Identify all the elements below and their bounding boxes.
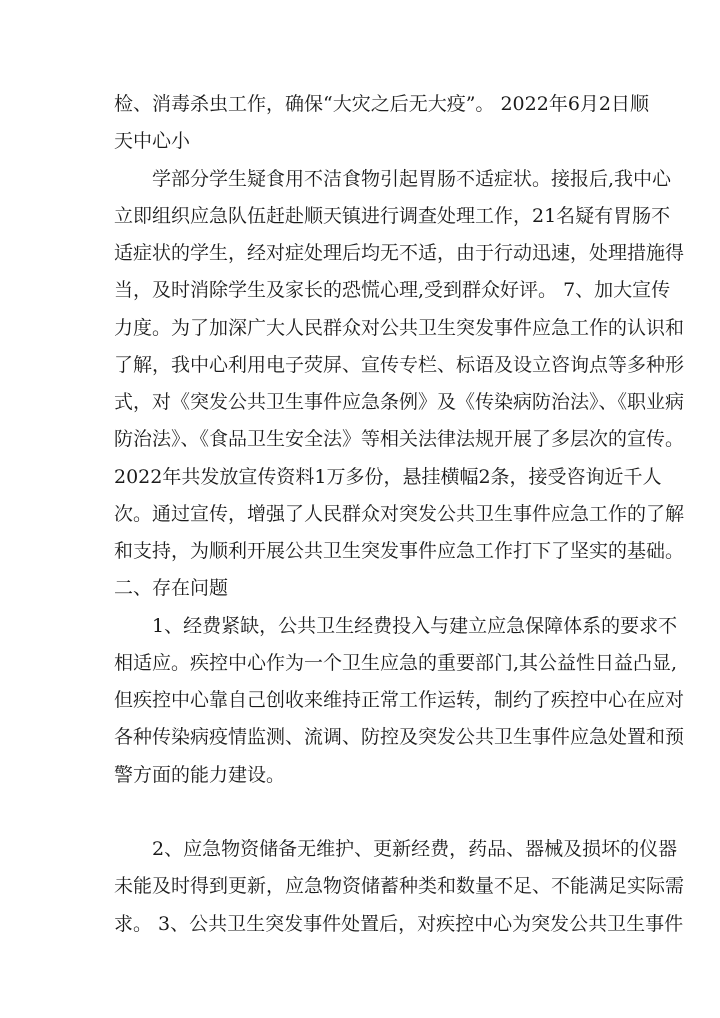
text-line: 但疾控中心靠自己创收来维持正常工作运转，制约了疾控中心在应对 bbox=[114, 689, 685, 711]
text-line: 防治法》、《食品卫生安全法》等相关法律法规开展了多层次的宣传。 bbox=[114, 428, 685, 451]
text-line: 适症状的学生，经对症处理后均无不适，由于行动迅速，处理措施得 bbox=[114, 242, 685, 264]
text-line: 相适应。疾控中心作为一个卫生应急的重要部门,其公益性日益凸显, bbox=[114, 651, 678, 674]
text-line: 次。通过宣传，增强了人民群众对突发公共卫生事件应急工作的了解 bbox=[114, 502, 685, 525]
text-line: 2、应急物资储备无维护、更新经费，药品、器械及损坏的仪器 bbox=[152, 838, 678, 860]
text-line: 警方面的能力建设。 bbox=[114, 763, 286, 786]
text-line: 各种传染病疫情监测、流调、防控及突发公共卫生事件应急处置和预 bbox=[114, 726, 685, 749]
text-line: 未能及时得到更新，应急物资储蓄种类和数量不足、不能满足实际需 bbox=[114, 875, 685, 898]
text-line: 检、消毒杀虫工作，确保“大灾之后无大疫”。 2022年6月2日顺 bbox=[114, 93, 649, 115]
blank-line bbox=[114, 794, 614, 831]
text-line: 力度。为了加深广大人民群众对公共卫生突发事件应急工作的认识和 bbox=[114, 316, 685, 339]
text-line: 和支持，为顺利开展公共卫生突发事件应急工作打下了坚实的基础。 bbox=[114, 540, 685, 562]
text-line: 求。 3、公共卫生突发事件处置后，对疾控中心为突发公共卫生事件 bbox=[114, 912, 684, 935]
text-line: 学部分学生疑食用不洁食物引起胃肠不适症状。接报后,我中心 bbox=[152, 167, 672, 190]
body-text bbox=[114, 86, 685, 943]
text-line: 1、经费紧缺，公共卫生经费投入与建立应急保障体系的要求不 bbox=[152, 614, 678, 637]
text-line: 了解，我中心利用电子荧屏、宣传专栏、标语及设立咨询点等多种形 bbox=[114, 353, 685, 376]
text-line: 2022年共发放宣传资料1万多份，悬挂横幅2条，接受咨询近千人 bbox=[114, 465, 662, 488]
text-line: 天中心小 bbox=[114, 130, 191, 153]
text-line: 立即组织应急队伍赶赴顺天镇进行调查处理工作，21名疑有胃肠不 bbox=[114, 204, 671, 227]
text-line: 式，对《突发公共卫生事件应急条例》及《传染病防治法》、《职业病 bbox=[114, 391, 685, 413]
section-heading: 二、存在问题 bbox=[114, 577, 229, 600]
text-line: 当，及时消除学生及家长的恐慌心理,受到群众好评。 7、加大宣传 bbox=[114, 279, 671, 302]
